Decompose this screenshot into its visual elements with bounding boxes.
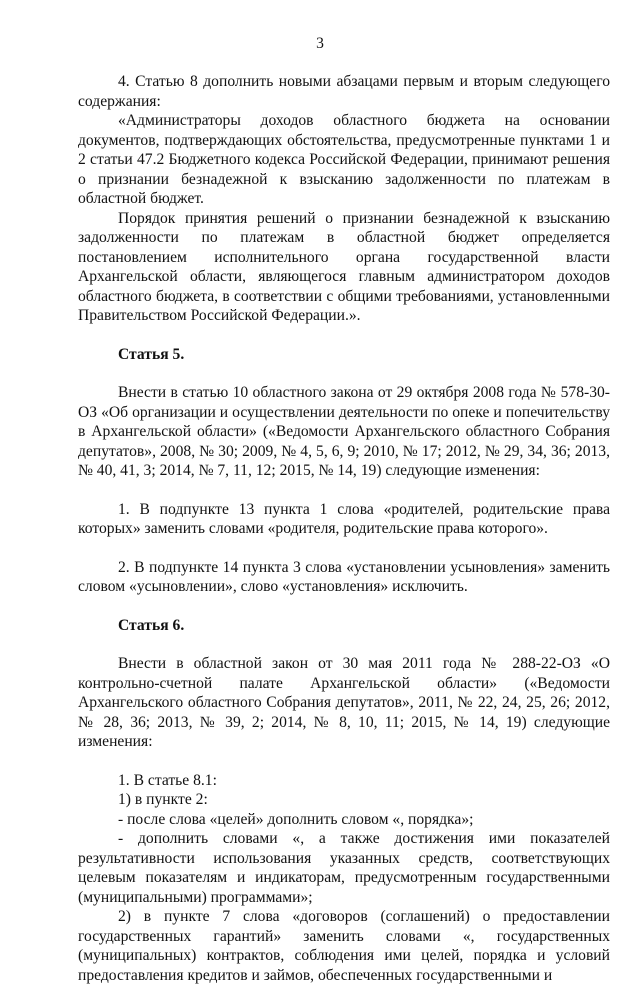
paragraph: 4. Статью 8 дополнить новыми абзацами первым и вторым следующего содержания: bbox=[78, 73, 610, 110]
article-heading: Статья 5. bbox=[118, 345, 185, 363]
spacer bbox=[78, 481, 610, 500]
spacer bbox=[78, 539, 610, 558]
list-item: - после слова «целей» дополнить словом «, порядка»; bbox=[118, 810, 474, 828]
paragraph: «Администраторы доходов областного бюджета на основании документов, подтверждающих обстоятельства, предусмотренные пунктами 1 и 2 статьи 47.2 Бюджетного кодекса Российской Федерации, принимают решения о признании безнадежной к взысканию задолженности по платежам в областной бюджет. bbox=[78, 112, 610, 207]
paragraph: Внести в областной закон от 30 мая 2011 года № 288-22-ОЗ «О контрольно-счетной палате Архангельской области» («Ведомости Архангельского областного Собрания депутатов», 2011, № 22, 24, 25, 26; 2012, № 28, 36; 2013, № 39, 2; 2014, № 8, 10, 11; 2015, № 14, 19) следующие изменения: bbox=[78, 655, 610, 750]
paragraph: 1. В подпункте 13 пункта 1 слова «родителей, родительские права которых» заменить словами «родителя, родительские права которого». bbox=[78, 500, 610, 537]
paragraph: 2. В подпункте 14 пункта 3 слова «установлении усыновления» заменить словом «усыновлении», слово «установления» исключить. bbox=[78, 558, 610, 595]
paragraph: Порядок принятия решений о признании безнадежной к взысканию задолженности по платежам в областной бюджет определяется постановлением исполнительного органа государственной власти Архангельской области, являющегося главным администратором доходов областного бюджета, в соответствии с общими требованиями, установленными Правительством Российской Федерации.». bbox=[78, 209, 610, 324]
page-number: 3 bbox=[316, 35, 324, 52]
document-body bbox=[78, 72, 610, 985]
article-heading: Статья 6. bbox=[118, 616, 185, 634]
list-item: 1. В статье 8.1: bbox=[118, 771, 217, 789]
spacer bbox=[78, 752, 610, 771]
paragraph: Внести в статью 10 областного закона от 29 октября 2008 года № 578-30-ОЗ «Об организации и осуществлении деятельности по опеке и попечительству в Архангельской области» («Ведомости Архангельского областного Собрания депутатов», 2008, № 30; 2009, № 4, 5, 6, 9; 2010, № 17; 2012, № 29, 34, 36; 2013, № 40, 41, 3; 2014, № 7, 11, 12; 2015, № 14, 19) следующие изменения: bbox=[78, 384, 610, 479]
list-item: 2) в пункте 7 слова «договоров (соглашений) о предоставлении государственных гарантий» заменить словами «, государственных (муниципальных) контрактов, соблюдения ими целей, порядка и условий предоставления кредитов и займов, обеспеченных государственными и bbox=[78, 908, 610, 984]
list-item: - дополнить словами «, а также достижения ими показателей результативности использования указанных средств, соответствующих целевым показателям и индикаторам, предусмотренным государственными (муниципальными) программами»; bbox=[78, 830, 610, 906]
list-item: 1) в пункте 2: bbox=[118, 791, 208, 808]
